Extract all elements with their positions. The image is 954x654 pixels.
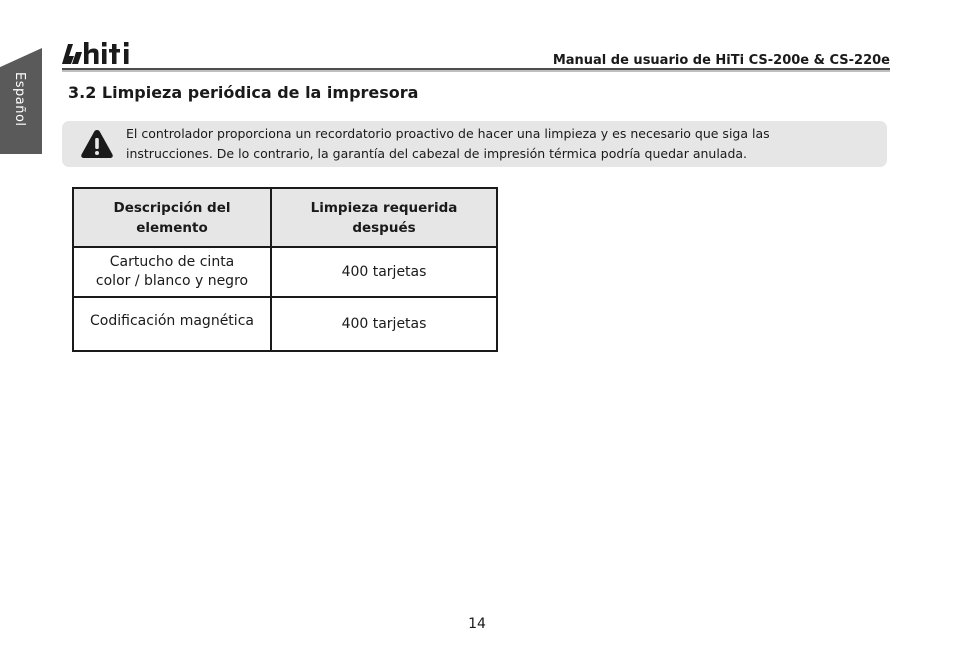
item-description-cell <box>73 247 271 297</box>
warning-text <box>126 124 866 163</box>
warning-text-line: El controlador proporciona un recordatorio proactivo de hacer una limpieza y es necesario que siga las <box>126 126 770 141</box>
table-header-row <box>73 188 497 247</box>
cleaning-schedule-table <box>72 187 498 352</box>
manual-title: Manual de usuario de HiTi CS-200e & CS-220e <box>552 53 890 68</box>
warning-text-line: instrucciones. De lo contrario, la garantía del cabezal de impresión térmica podría quedar anulada. <box>126 145 748 161</box>
item-description-cell: Codificación magnética <box>73 297 271 351</box>
warning-callout <box>62 121 887 167</box>
cell-text: color / blanco y negro <box>95 273 249 289</box>
header-text: Descripción del <box>113 199 231 216</box>
warning-triangle-icon <box>80 128 114 160</box>
cleaning-interval-cell: 400 tarjetas <box>271 247 497 297</box>
cleaning-interval-cell: 400 tarjetas <box>271 297 497 351</box>
language-tab-label: Español <box>12 72 27 127</box>
hiti-logo <box>62 38 142 68</box>
header-cleaning-required <box>271 188 497 247</box>
table-row <box>73 247 497 297</box>
header-divider <box>62 68 890 72</box>
page-number: 14 <box>468 616 486 632</box>
header-item-description <box>73 188 271 247</box>
header-text: elemento <box>136 219 208 236</box>
header-text: después <box>352 219 416 236</box>
cell-text: Cartucho de cinta <box>109 254 235 270</box>
table-row <box>73 297 497 351</box>
section-heading: 3.2 Limpieza periódica de la impresora <box>68 83 419 102</box>
hiti-logo-graphic <box>62 38 142 68</box>
header-text: Limpieza requerida <box>310 199 458 216</box>
